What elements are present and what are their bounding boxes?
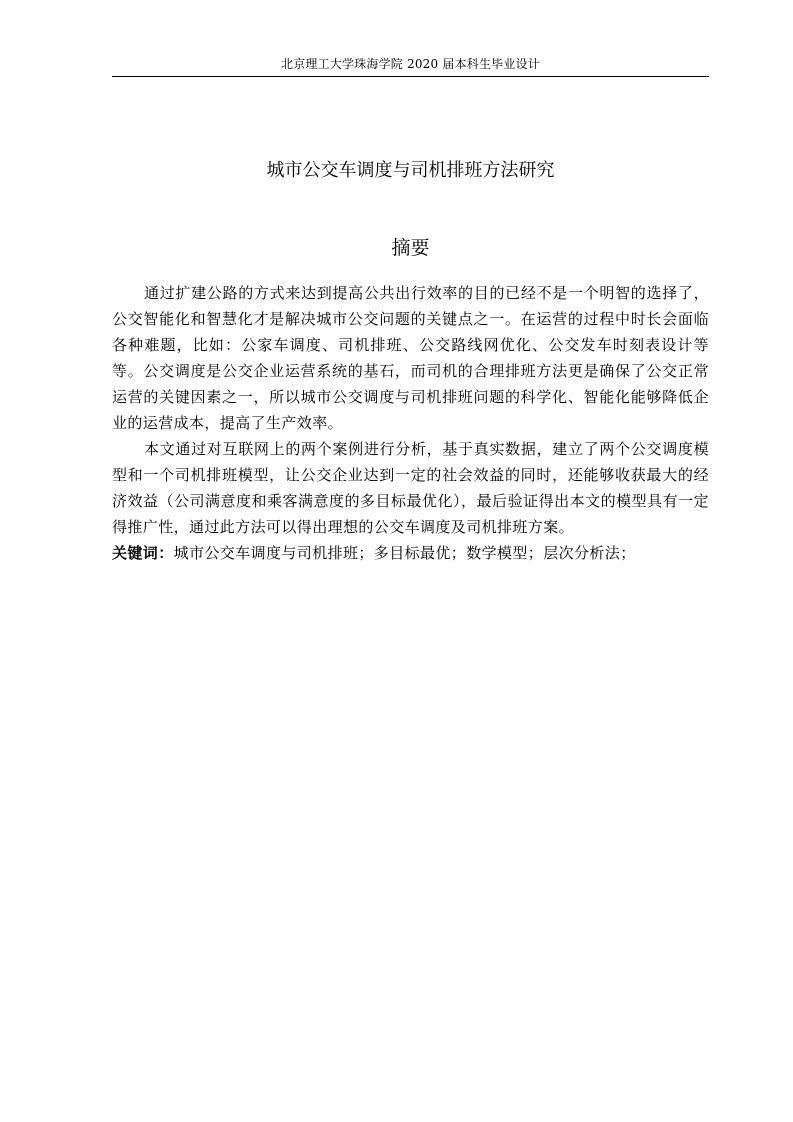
thesis-title: 城市公交车调度与司机排班方法研究 <box>266 160 555 181</box>
header-divider <box>112 76 709 77</box>
abstract-paragraph-2: 本文通过对互联网上的两个案例进行分析，基于真实数据，建立了两个公交调度模型和一个司机排班模型，让公交企业达到一定的社会效益的同时，还能够收获最大的经济效益（公司满意度和乘客满意度的多目标最优化），最后验证得出本文的模型具有一定得推广性，通过此方法可以得出理想的公交车调度及司机排班方案。 <box>112 440 709 536</box>
abstract-heading: 摘要 <box>391 237 430 259</box>
keywords-text: 城市公交车调度与司机排班；多目标最优；数学模型；层次分析法； <box>173 544 636 562</box>
abstract-paragraph-1: 通过扩建公路的方式来达到提高公共出行效率的目的已经不是一个明智的选择了，公交智能化和智慧化才是解决城市公交问题的关键点之一。在运营的过程中时长会面临各种难题，比如：公家车调度、司机排班、公交路线网优化、公交发车时刻表设计等等。公交调度是公交企业运营系统的基石，而司机的合理排班方法更是确保了公交正常运营的关键因素之一，所以城市公交调度与司机排班问题的科学化、智能化能够降低企业的运营成本，提高了生产效率。 <box>112 284 709 432</box>
abstract-body <box>112 280 709 566</box>
keywords-line <box>112 540 709 566</box>
keywords-label: 关键词： <box>112 544 174 562</box>
running-header: 北京理工大学珠海学院 2020 届本科生毕业设计 <box>281 57 540 71</box>
